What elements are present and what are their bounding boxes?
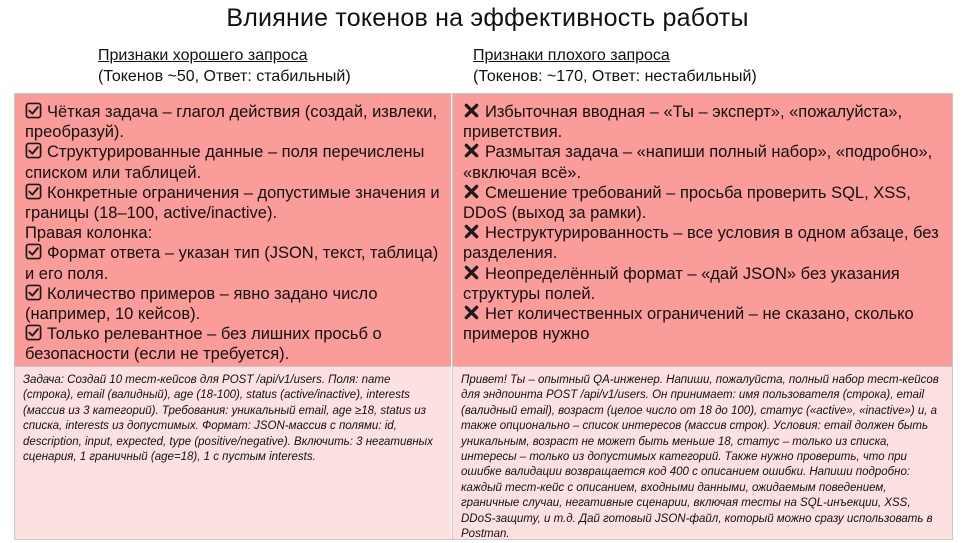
bad-sign-item xyxy=(463,304,942,344)
bad-sign-item xyxy=(463,183,942,223)
check-icon xyxy=(25,142,42,159)
good-example-text: Задача: Создай 10 тест-кейсов для POST /api/v1/users. Поля: name (строка), email (валидный), age (18-100), status (active/inactive), interests (массив из 3 категорий). Требования: уникальный email, age ≥18, status из списка, interests из допустимых. Формат: JSON-массив с полями: id, description, input, expected, type (positive/negative). Включить: 3 негативных сценария, 1 граничный (age=18), 1 с пустым interests. xyxy=(23,374,433,464)
check-icon xyxy=(25,102,42,119)
good-request-subheading: (Токенов ~50, Ответ: стабильный) xyxy=(98,68,351,85)
check-icon xyxy=(25,243,42,260)
bad-example-cell xyxy=(452,366,952,539)
good-request-heading: Признаки хорошего запроса xyxy=(98,47,308,64)
cross-icon xyxy=(463,102,480,119)
good-sign-item xyxy=(25,142,441,182)
bad-sign-text: Размытая задача – «напиши полный набор», «подробно», «включая всё». xyxy=(463,143,933,182)
bad-sign-item xyxy=(463,264,942,304)
good-sign-text: Правая колонка: xyxy=(25,224,153,243)
cross-icon xyxy=(463,223,480,240)
good-sign-text: Количество примеров – явно задано число (например, 10 кейсов). xyxy=(25,284,378,324)
bad-sign-text: Смешение требований – просьба проверить SQL, XSS, DDoS (выход за рамки). xyxy=(463,183,911,223)
good-sign-text: Конкретные ограничения – допустимые значения и границы (18–100, active/inactive). xyxy=(25,183,440,223)
bad-sign-item xyxy=(463,142,942,182)
check-icon xyxy=(25,284,42,301)
bad-sign-item xyxy=(463,223,942,263)
bad-sign-item xyxy=(463,102,942,142)
bad-example-text: Привет! Ты – опытный QA-инженер. Напиши, пожалуйста, полный набор тест-кейсов для эндпоинта POST /api/v1/users. Он принимает: имя пользователя (строка), email (валидный email), возраст (целое число от 18 до 100), статус («active», «inactive») и, а также опционально – список интересов (массив строк). Условия: email должен быть уникальным, возраст не может быть меньше 18, статус – только из списка, интересы – только из допустимых категорий. Также нужно проверить, что при ошибке валидации возвращается код 400 с описанием ошибки. Напиши подробно: каждый тест-кейс с описанием, входными данными, ожидаемым поведением, граничные случаи, негативные сценарии, включая тесты на SQL-инъекции, XSS, DDoS-защиту, и т.д. Дай готовый JSON-файл, который можно сразу использовать в Postman. xyxy=(461,374,939,539)
bad-sign-text: Избыточная вводная – «Ты – эксперт», «пожалуйста», приветствия. xyxy=(463,103,903,142)
cross-icon xyxy=(463,183,480,200)
good-example-cell xyxy=(15,366,451,539)
good-sign-text: Только релевантное – без лишних просьб о безопасности (если не требуется). xyxy=(25,325,382,364)
good-sign-item xyxy=(25,284,441,324)
good-sign-text: Структурированные данные – поля перечислены списком или таблицей. xyxy=(25,143,425,182)
good-signs-cell xyxy=(15,94,451,366)
cross-icon xyxy=(463,264,480,281)
good-sign-item xyxy=(25,102,441,142)
good-request-header xyxy=(98,45,351,87)
slide-title: Влияние токенов на эффективность работы xyxy=(226,4,749,32)
good-sign-text: Формат ответа – указан тип (JSON, текст, таблица) и его поля. xyxy=(25,244,439,283)
good-sign-item xyxy=(25,243,441,283)
good-sign-item xyxy=(25,183,441,223)
cross-icon xyxy=(463,304,480,321)
bad-sign-text: Неопределённый формат – «дай JSON» без указания структуры полей. xyxy=(463,264,900,303)
good-sign-text: Чёткая задача – глагол действия (создай, извлеки, преобразуй). xyxy=(25,103,438,142)
bad-request-heading: Признаки плохого запроса xyxy=(473,47,670,64)
comparison-table xyxy=(14,93,953,540)
check-icon xyxy=(25,183,42,200)
bad-sign-text: Нет количественных ограничений – не сказано, сколько примеров нужно xyxy=(463,305,914,344)
bad-request-header xyxy=(473,45,757,87)
good-sign-item xyxy=(25,324,441,364)
bad-sign-text: Неструктурированность – все условия в одном абзаце, без разделения. xyxy=(463,224,939,263)
bad-request-subheading: (Токенов: ~170, Ответ: нестабильный) xyxy=(473,68,757,85)
bad-signs-cell xyxy=(452,94,952,366)
check-icon xyxy=(25,324,42,341)
cross-icon xyxy=(463,142,480,159)
good-sign-item xyxy=(25,223,441,243)
